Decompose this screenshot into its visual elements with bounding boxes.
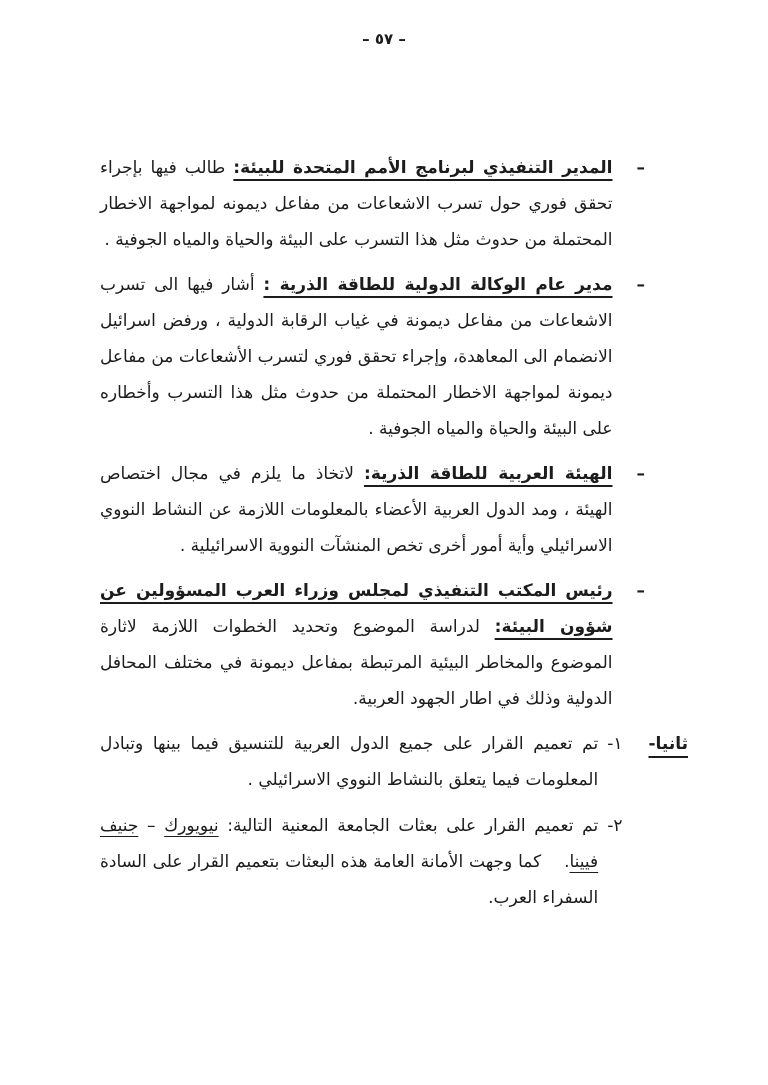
dash-bullet-icon: – (636, 275, 645, 295)
page-number: – ٥٧ – (362, 30, 406, 48)
item-text-run: تم تعميم القرار على بعثات الجامعة المعنية التالية: (218, 816, 599, 836)
dash-bullet-icon: – (636, 158, 645, 178)
bullet-paragraph (100, 573, 645, 717)
paragraph-text (100, 267, 613, 447)
paragraph-heading: مدير عام الوكالة الدولية للطاقة الذرية : (263, 275, 613, 295)
item-text-run: . كما وجهت الأمانة العامة هذه البعثات بتعميم القرار على السادة السفراء العرب. (100, 852, 599, 908)
section-two-items (100, 726, 622, 926)
paragraph-body: أشار فيها الى تسرب الاشعاعات من مفاعل ديمونة في غياب الرقابة الدولية ، ورفض اسرائيل الانضمام الى المعاهدة، وإجراء تحقق فوري لتسرب الأشعاعات من مفاعل ديمونة لمواجهة الاخطار المحتملة من حدوث مثل هذا التسرب وأخطاره على البيئة والحياة والمياه الجوفية . (100, 275, 613, 439)
item-text-run: تم تعميم القرار على جميع الدول العربية للتنسيق فيما بينها وتبادل المعلومات فيما يتعلق بالنشاط النووي الاسرائيلي . (100, 734, 599, 790)
paragraph-body: لدراسة الموضوع وتحديد الخطوات اللازمة لاثارة الموضوع والمخاطر البيئية المرتبطة بمفاعل ديمونة في مختلف المحافل الدولية وذلك في اطار الجهود العربية. (100, 617, 613, 709)
section-two (100, 726, 688, 926)
document-body (100, 150, 688, 926)
underlined-term: فيينا (569, 852, 599, 872)
paragraph-text (100, 456, 613, 564)
item-text (100, 726, 598, 798)
item-number: ٢- (607, 816, 623, 836)
paragraph-text (100, 573, 613, 717)
numbered-item (100, 808, 622, 916)
paragraph-heading: الهيئة العربية للطاقة الذرية: (364, 464, 613, 484)
paragraph-text (100, 150, 613, 258)
dash-bullet-icon: – (636, 581, 645, 601)
item-text (100, 808, 598, 916)
underlined-term: جنيف (100, 816, 139, 836)
paragraph-heading: المدير التنفيذي لبرنامج الأمم المتحدة للبيئة: (233, 158, 613, 178)
section-two-label: ثانيا- (648, 734, 688, 754)
numbered-item (100, 726, 622, 798)
underlined-term: نيويورك (164, 816, 219, 836)
bullet-paragraph (100, 150, 645, 258)
paragraph-body: طالب فيها بإجراء تحقق فوري حول تسرب الاشعاعات من مفاعل ديمونه لمواجهة الاخطار المحتملة من حدوث مثل هذا التسرب على البيئة والحياة والمياه الجوفية . (100, 158, 613, 250)
bullet-paragraph (100, 267, 645, 447)
paragraph-heading: رئيس المكتب التنفيذي لمجلس وزراء العرب المسؤولين عن شؤون البيئة: (100, 581, 613, 637)
bullet-paragraph (100, 456, 645, 564)
item-text-run: – (138, 816, 165, 836)
item-number: ١- (607, 734, 623, 754)
paragraph-body: لاتخاذ ما يلزم في مجال اختصاص الهيئة ، ومد الدول العربية الأعضاء بالمعلومات اللازمة عن النشاط النووي الاسرائيلي وأية أمور أخرى تخص المنشآت النووية الاسرائيلية . (100, 464, 613, 556)
dash-bullet-icon: – (636, 464, 645, 484)
